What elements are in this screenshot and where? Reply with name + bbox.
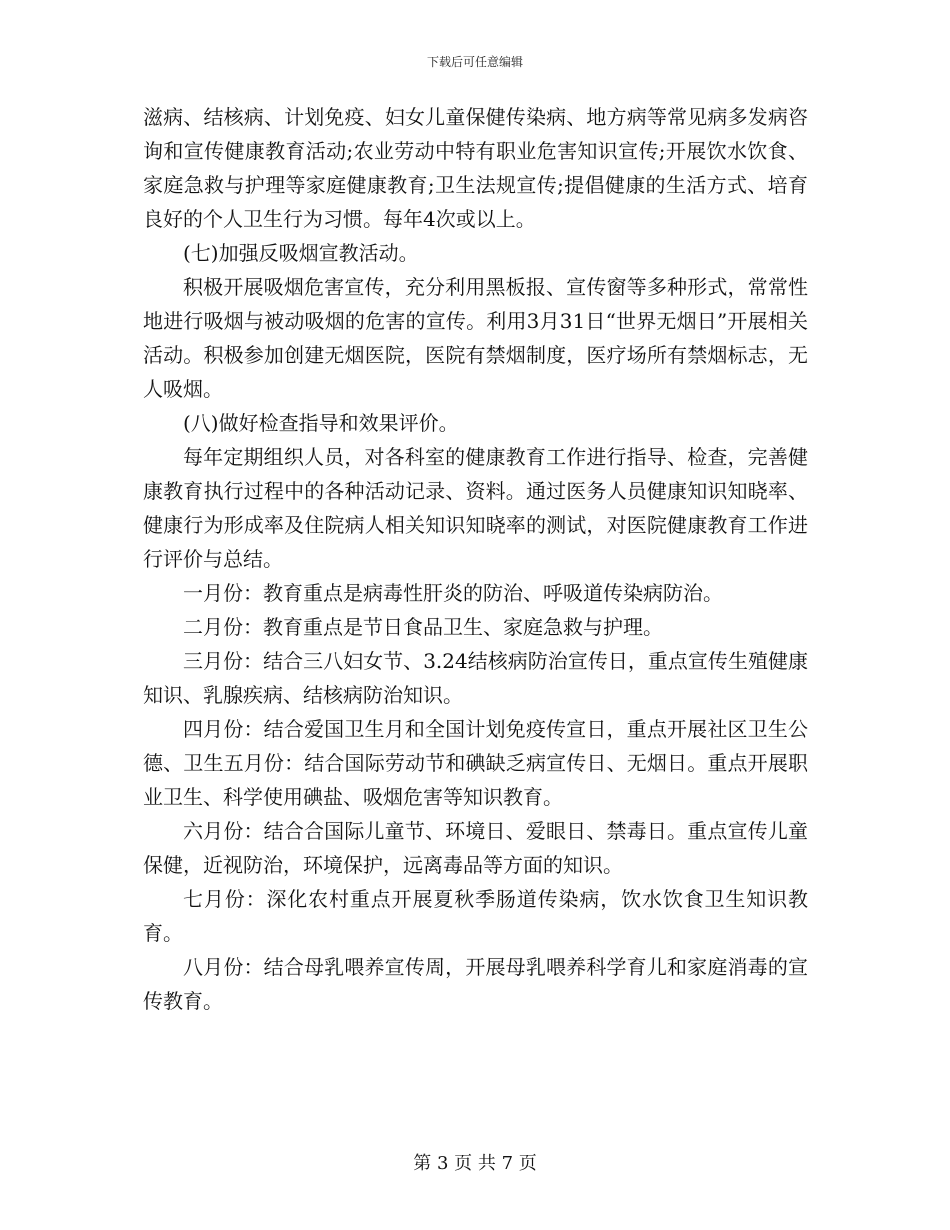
month-item-february: 二月份：教育重点是节日食品卫生、家庭急救与护理。 xyxy=(183,615,663,639)
section-heading-7: (七)加强反吸烟宣教活动。 xyxy=(183,241,419,265)
document-body xyxy=(143,100,808,1018)
month-item-june: 六月份：结合合国际儿童节、环境日、爱眼日、禁毒日。重点宣传儿童保健，近视防治，环境保护，远离毒品等方面的知识。 xyxy=(143,819,808,877)
month-item-august: 八月份：结合母乳喂养宣传周，开展母乳喂养科学育儿和家庭消毒的宣传教育。 xyxy=(143,955,808,1013)
month-item-january: 一月份：教育重点是病毒性肝炎的防治、呼吸道传染病防治。 xyxy=(183,581,723,605)
paragraph-continuation: 滋病、结核病、计划免疫、妇女儿童保健传染病、地方病等常见病多发病咨询和宣传健康教育活动;农业劳动中特有职业危害知识宣传;开展饮水饮食、家庭急救与护理等家庭健康教育;卫生法规宣传;提倡健康的生活方式、培育良好的个人卫生行为习惯。每年4次或以上。 xyxy=(143,105,808,231)
page-header-note: 下载后可任意编辑 xyxy=(426,55,523,69)
month-item-july: 七月份：深化农村重点开展夏秋季肠道传染病，饮水饮食卫生知识教育。 xyxy=(143,887,808,945)
page-number-footer: 第 3 页 共 7 页 xyxy=(413,1153,537,1174)
month-item-april-may: 四月份：结合爱国卫生月和全国计划免疫传宣日，重点开展社区卫生公德、卫生五月份：结合国际劳动节和碘缺乏病宣传日、无烟日。重点开展职业卫生、科学使用碘盐、吸烟危害等知识教育。 xyxy=(143,717,808,809)
month-item-march: 三月份：结合三八妇女节、3.24结核病防治宣传日，重点宣传生殖健康知识、乳腺疾病、结核病防治知识。 xyxy=(143,649,808,707)
paragraph-evaluation: 每年定期组织人员，对各科室的健康教育工作进行指导、检查，完善健康教育执行过程中的各种活动记录、资料。通过医务人员健康知识知晓率、健康行为形成率及住院病人相关知识知晓率的测试，对医院健康教育工作进行评价与总结。 xyxy=(143,445,808,571)
paragraph-anti-smoking: 积极开展吸烟危害宣传，充分利用黑板报、宣传窗等多种形式，常常性地进行吸烟与被动吸烟的危害的宣传。利用3月31日“世界无烟日”开展相关活动。积极参加创建无烟医院，医院有禁烟制度，医疗场所有禁烟标志，无人吸烟。 xyxy=(143,275,808,401)
section-heading-8: (八)做好检查指导和效果评价。 xyxy=(183,411,459,435)
